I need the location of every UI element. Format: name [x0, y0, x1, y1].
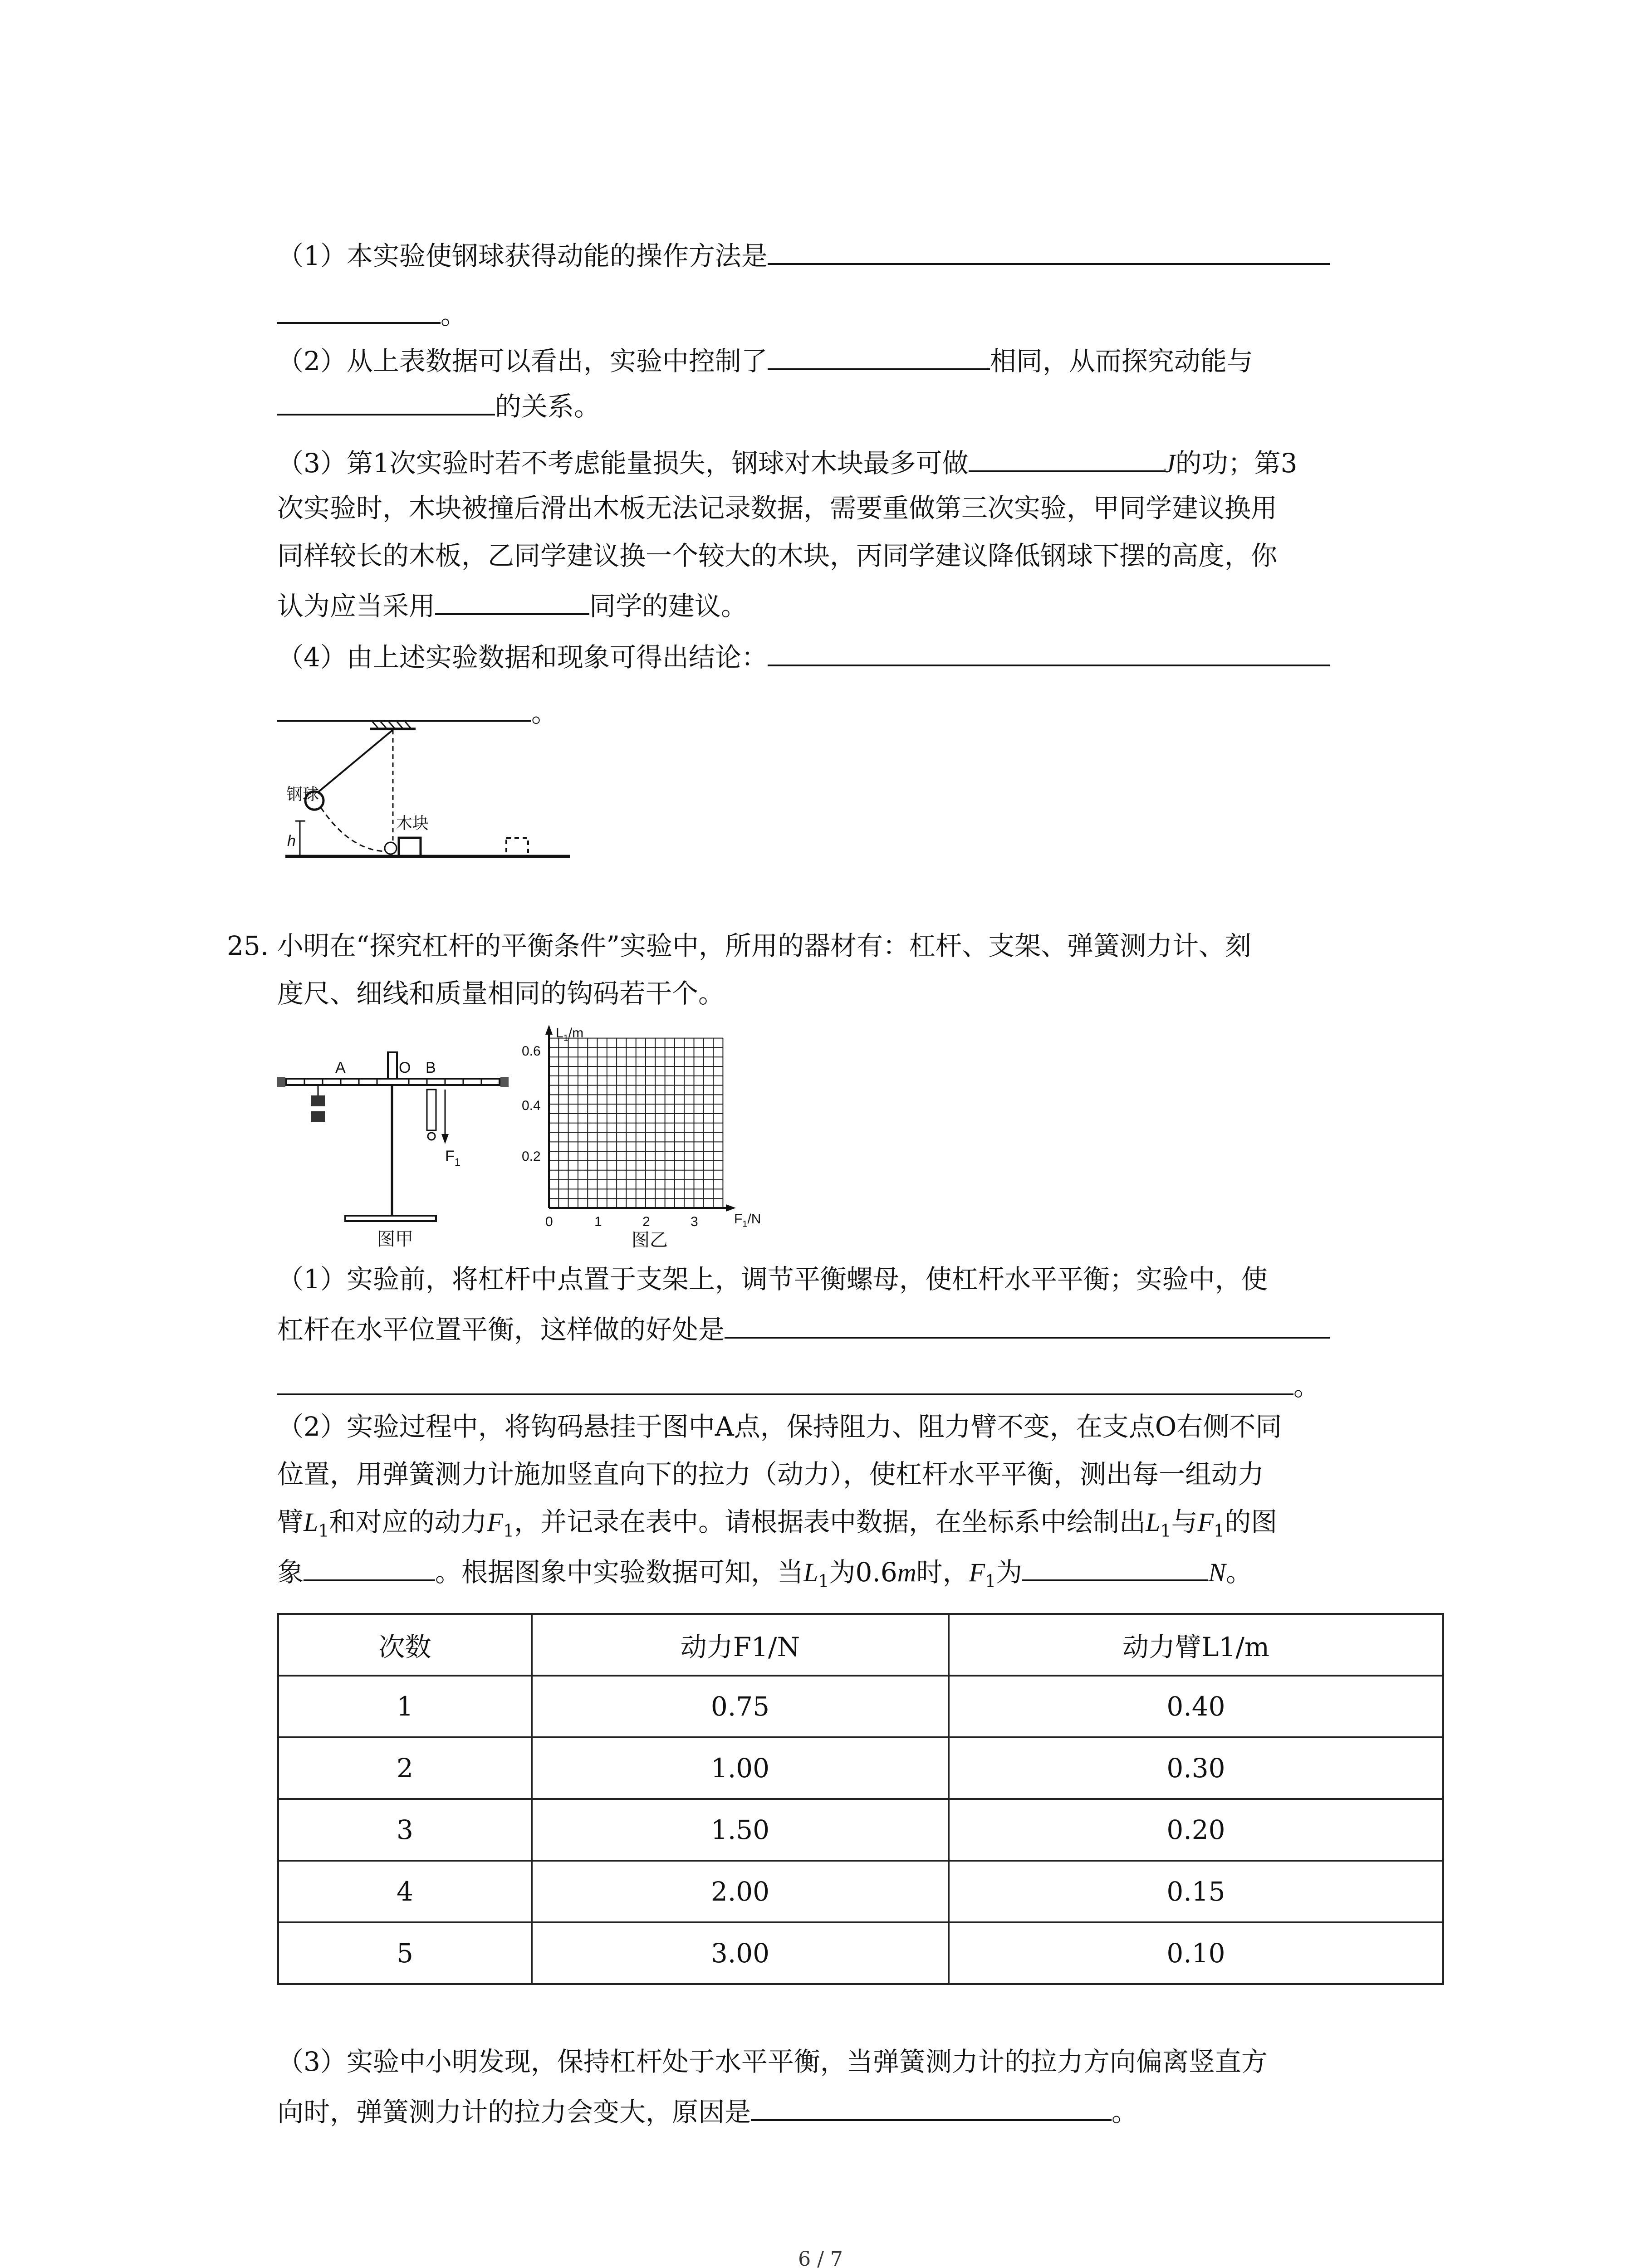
spring-scale-icon: [427, 1090, 436, 1130]
q24-p2-blank1[interactable]: [768, 340, 990, 370]
label-o: O: [399, 1059, 411, 1076]
swing-path: [321, 807, 386, 851]
x-tick-3: 3: [691, 1214, 698, 1229]
q24-p1-blank-cont[interactable]: [277, 294, 441, 324]
table-row: 1 0.75 0.40: [278, 1676, 1443, 1737]
label-h: h: [287, 832, 296, 850]
q24-p1-line1: [277, 235, 1330, 274]
label-a: A: [335, 1059, 346, 1076]
q24-p2-line2: 的关系。: [277, 386, 600, 425]
q25-p2-line1: （2）实验过程中，将钩码悬挂于图中A点，保持阻力、阻力臂不变，在支点O右侧不同: [277, 1411, 1282, 1442]
q24-p3-line4: 认为应当采用 同学的建议。: [277, 585, 747, 624]
graph-grid: [549, 1038, 723, 1208]
header-force: 动力F1/N: [532, 1614, 949, 1676]
q24-p1-text: （1）本实验使钢球获得动能的操作方法是: [277, 240, 768, 271]
table-row: 4 2.00 0.15: [278, 1861, 1443, 1922]
y-tick-0-2: 0.2: [522, 1149, 541, 1164]
caption-fig-a: 图甲: [377, 1229, 413, 1249]
label-f1: $F_1$: [445, 1148, 461, 1168]
label-wood-block: 木块: [396, 814, 429, 832]
label-b: B: [426, 1059, 436, 1076]
table-row: 5 3.00 0.10: [278, 1922, 1443, 1984]
table-row: 3 1.50 0.20: [278, 1799, 1443, 1861]
q24-p4-line2: 。: [277, 692, 558, 731]
table-row: 2 1.00 0.30: [278, 1737, 1443, 1799]
q24-p3-blank1[interactable]: [969, 442, 1164, 472]
graph-figure: [513, 1018, 785, 1254]
lever-bar: [286, 1079, 500, 1085]
x-tick-1: 1: [594, 1214, 602, 1229]
q24-p1-blank[interactable]: [768, 235, 1330, 265]
stand-base: [345, 1216, 436, 1221]
table-header-row: [278, 1614, 1443, 1676]
q24-p4-blank-cont[interactable]: [277, 692, 531, 722]
q25-stem-line2: 度尺、细线和质量相同的钩码若干个。: [277, 978, 725, 1009]
x-axis-label: $F_1/N$: [734, 1212, 761, 1229]
q24-p3-line2: 次实验时，木块被撞后滑出木板无法记录数据，需要重做第三次实验，甲同学建议换用: [277, 493, 1278, 523]
header-arm: 动力臂L1/m: [949, 1614, 1443, 1676]
q25-p1-line3: 。: [277, 1365, 1320, 1404]
pivot: [388, 1052, 397, 1080]
x-tick-2: 2: [642, 1214, 650, 1229]
q25-p1-line1: （1）实验前，将杠杆中点置于支架上，调节平衡螺母，使杠杆水平平衡；实验中，使: [277, 1264, 1268, 1295]
ball-bottom: [385, 842, 397, 854]
header-count: 次数: [278, 1614, 532, 1676]
q24-p2-line1: （2）从上表数据可以看出，实验中控制了 相同，从而探究动能与: [277, 340, 1253, 379]
caption-fig-b: 图乙: [632, 1230, 668, 1250]
q25-p1-blank[interactable]: [725, 1309, 1330, 1339]
q25-p3-line2: 向时，弹簧测力计的拉力会变大，原因是 。: [277, 2091, 1138, 2130]
ceiling-hatch: [372, 722, 411, 728]
data-table: [277, 1613, 1444, 1985]
wood-block: [399, 838, 421, 856]
balance-nut-left: [277, 1077, 285, 1087]
wood-block-moved: [506, 838, 528, 856]
hook-weight-1: [311, 1095, 325, 1106]
q25-p3-blank[interactable]: [751, 2091, 1112, 2121]
hook-weight-2: [311, 1111, 325, 1122]
y-tick-0-4: 0.4: [522, 1098, 541, 1113]
label-steel-ball: 钢球: [286, 785, 319, 803]
q25-p1-blank-cont[interactable]: [277, 1365, 1293, 1395]
q24-p2-blank2[interactable]: [277, 386, 495, 415]
q25-p2-line3: 臂$L_1$和对应的动力$F_1$，并记录在表中。请根据表中数据，在坐标系中绘制出$L_1$与$F_1$的图: [277, 1506, 1278, 1541]
q24-p4-blank[interactable]: [768, 636, 1330, 666]
pendulum-string: [314, 730, 393, 795]
q24-p4-line1: （4）由上述实验数据和现象可得出结论：: [277, 636, 1330, 675]
q25-p3-line1: （3）实验中小明发现，保持杠杆处于水平平衡，当弹簧测力计的拉力方向偏离竖直方: [277, 2046, 1268, 2077]
q25-stem-line1: 25. 小明在“探究杠杆的平衡条件”实验中，所用的器材有：杠杆、支架、弹簧测力计、刻: [227, 930, 1251, 961]
q24-p3-line3: 同样较长的木板，乙同学建议换一个较大的木块，丙同学建议降低钢球下摆的高度，你: [277, 540, 1278, 571]
pendulum-figure: [277, 719, 577, 882]
page-number: 6 / 7: [798, 2248, 843, 2268]
q25-p2-line2: 位置，用弹簧测力计施加竖直向下的拉力（动力），使杠杆水平平衡，测出每一组动力: [277, 1459, 1264, 1490]
q25-p1-line2: 杠杆在水平位置平衡，这样做的好处是: [277, 1309, 1330, 1348]
q25-p2-line4: 象 。根据图象中实验数据可知，当$L_1$为0.6m时，$F_1$为 N。: [277, 1551, 1252, 1599]
x-tick-0: 0: [545, 1214, 553, 1229]
lever-figure: [277, 1039, 522, 1252]
balance-nut-right: [500, 1077, 509, 1087]
q25-p2-blank2[interactable]: [1022, 1551, 1208, 1581]
y-tick-0-6: 0.6: [522, 1044, 541, 1059]
q25-p2-blank1[interactable]: [304, 1551, 435, 1581]
y-axis-label: $L_1/m$: [556, 1026, 584, 1043]
q24-p1-line2: 。: [277, 294, 467, 333]
q24-p3-line1: （3）第1次实验时若不考虑能量损失，钢球对木块最多可做 J的功；第3: [277, 442, 1297, 482]
q24-p3-blank2[interactable]: [435, 585, 589, 615]
